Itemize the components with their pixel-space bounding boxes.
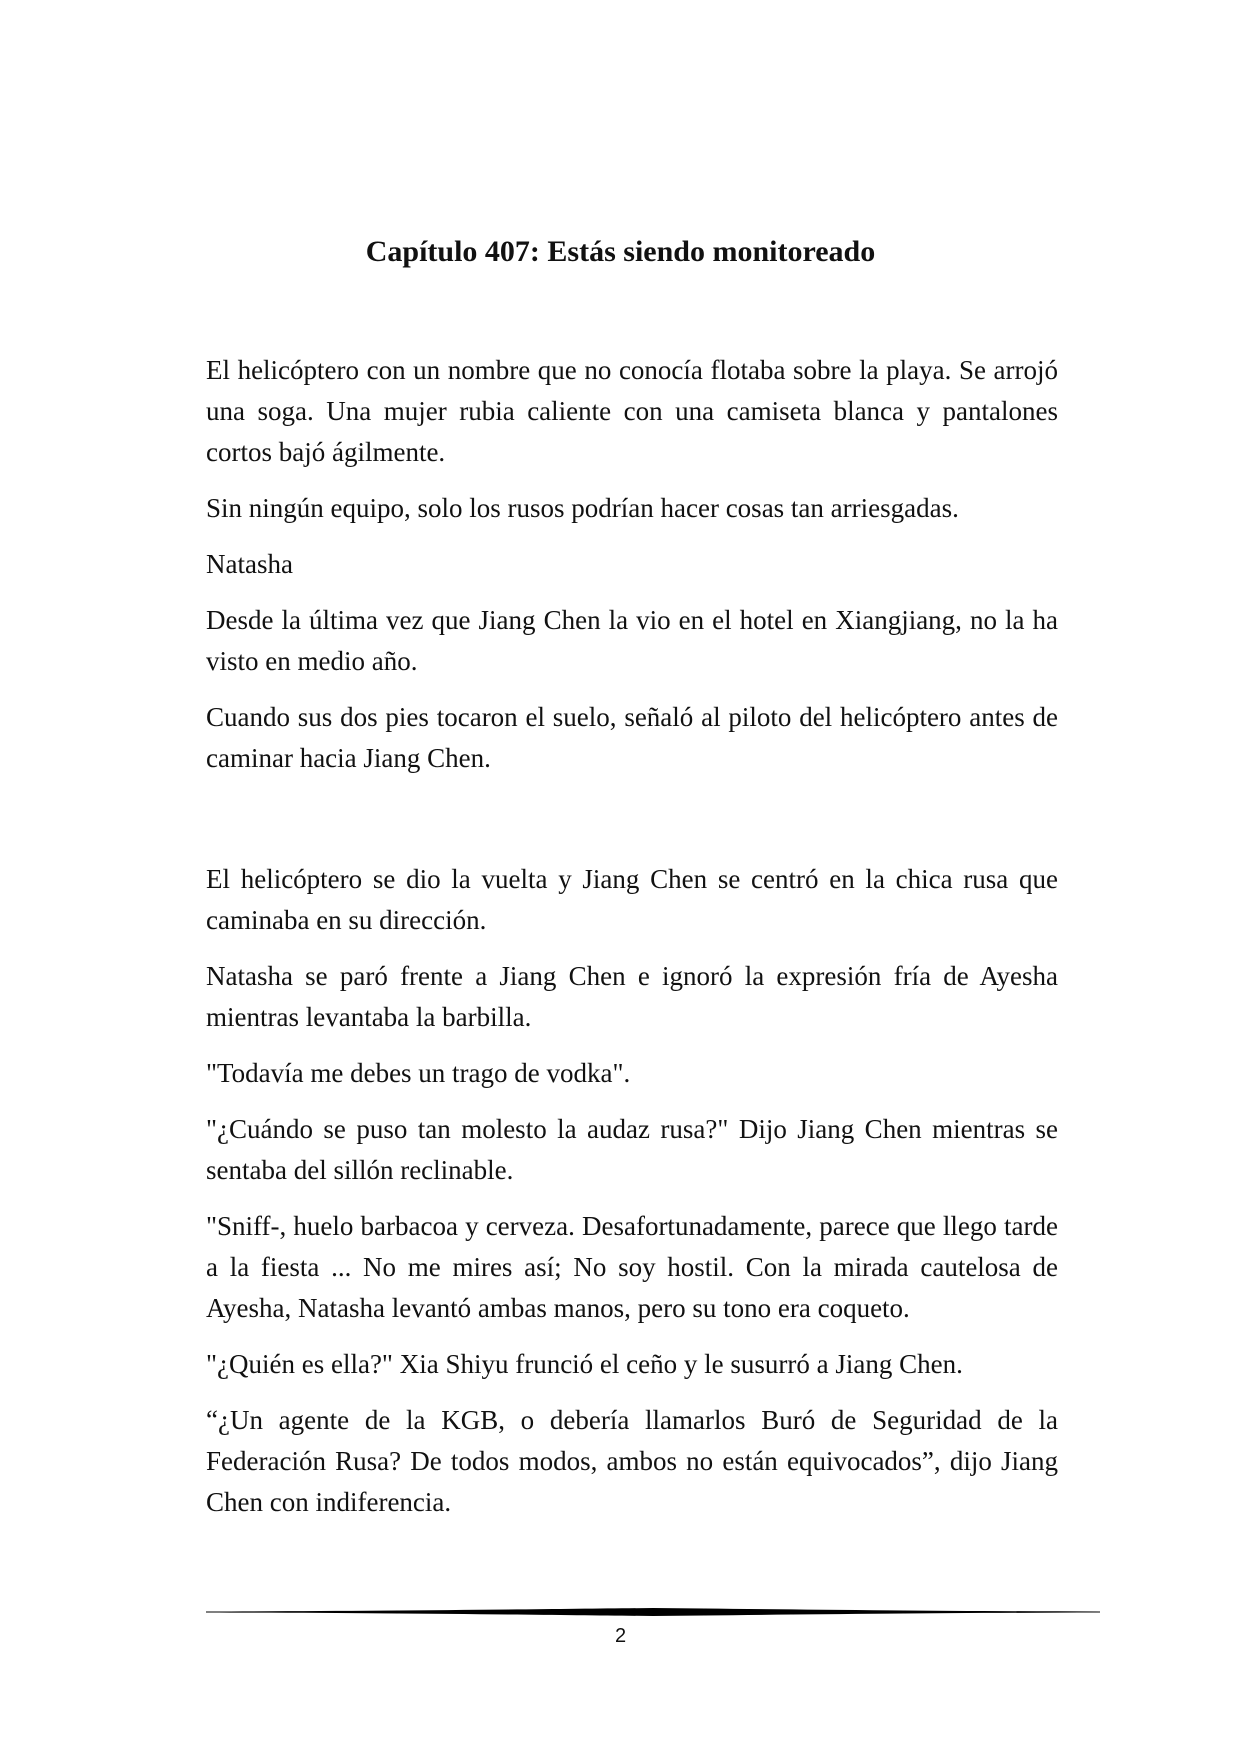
paragraph: Natasha se paró frente a Jiang Chen e ignoró la expresión fría de Ayesha mientras levantaba la barbilla. [206, 961, 1058, 1032]
paragraph: Sin ningún equipo, solo los rusos podrían hacer cosas tan arriesgadas. [206, 493, 959, 523]
paragraph: Cuando sus dos pies tocaron el suelo, señaló al piloto del helicóptero antes de caminar hacia Jiang Chen. [206, 702, 1058, 773]
paragraph: "¿Quién es ella?" Xia Shiyu frunció el ceño y le susurró a Jiang Chen. [206, 1349, 963, 1379]
footer-divider [206, 1606, 1100, 1618]
paragraph: El helicóptero con un nombre que no conocía flotaba sobre la playa. Se arrojó una soga. Una mujer rubia caliente con una camiseta blanca y pantalones cortos bajó ágilmente. [206, 355, 1058, 467]
paragraph: Desde la última vez que Jiang Chen la vio en el hotel en Xiangjiang, no la ha visto en medio año. [206, 605, 1058, 676]
chapter-title: Capítulo 407: Estás siendo monitoreado [365, 235, 876, 268]
chapter-body [206, 350, 1058, 1538]
paragraph: “¿Un agente de la KGB, o debería llamarlos Buró de Seguridad de la Federación Rusa? De todos modos, ambos no están equivocados”, dijo Jiang Chen con indiferencia. [206, 1405, 1058, 1517]
paragraph: El helicóptero se dio la vuelta y Jiang Chen se centró en la chica rusa que caminaba en su dirección. [206, 864, 1058, 935]
paragraph: "Sniff-, huelo barbacoa y cerveza. Desafortunadamente, parece que llego tarde a la fiesta ... No me mires así; No soy hostil. Con la mirada cautelosa de Ayesha, Natasha levantó ambas manos, pero su tono era coqueto. [206, 1211, 1058, 1323]
paragraph: "¿Cuándo se puso tan molesto la audaz rusa?" Dijo Jiang Chen mientras se sentaba del sillón reclinable. [206, 1114, 1058, 1185]
paragraph: "Todavía me debes un trago de vodka". [206, 1058, 631, 1088]
page-number: 2 [614, 1625, 627, 1647]
paragraph: Natasha [206, 549, 293, 579]
